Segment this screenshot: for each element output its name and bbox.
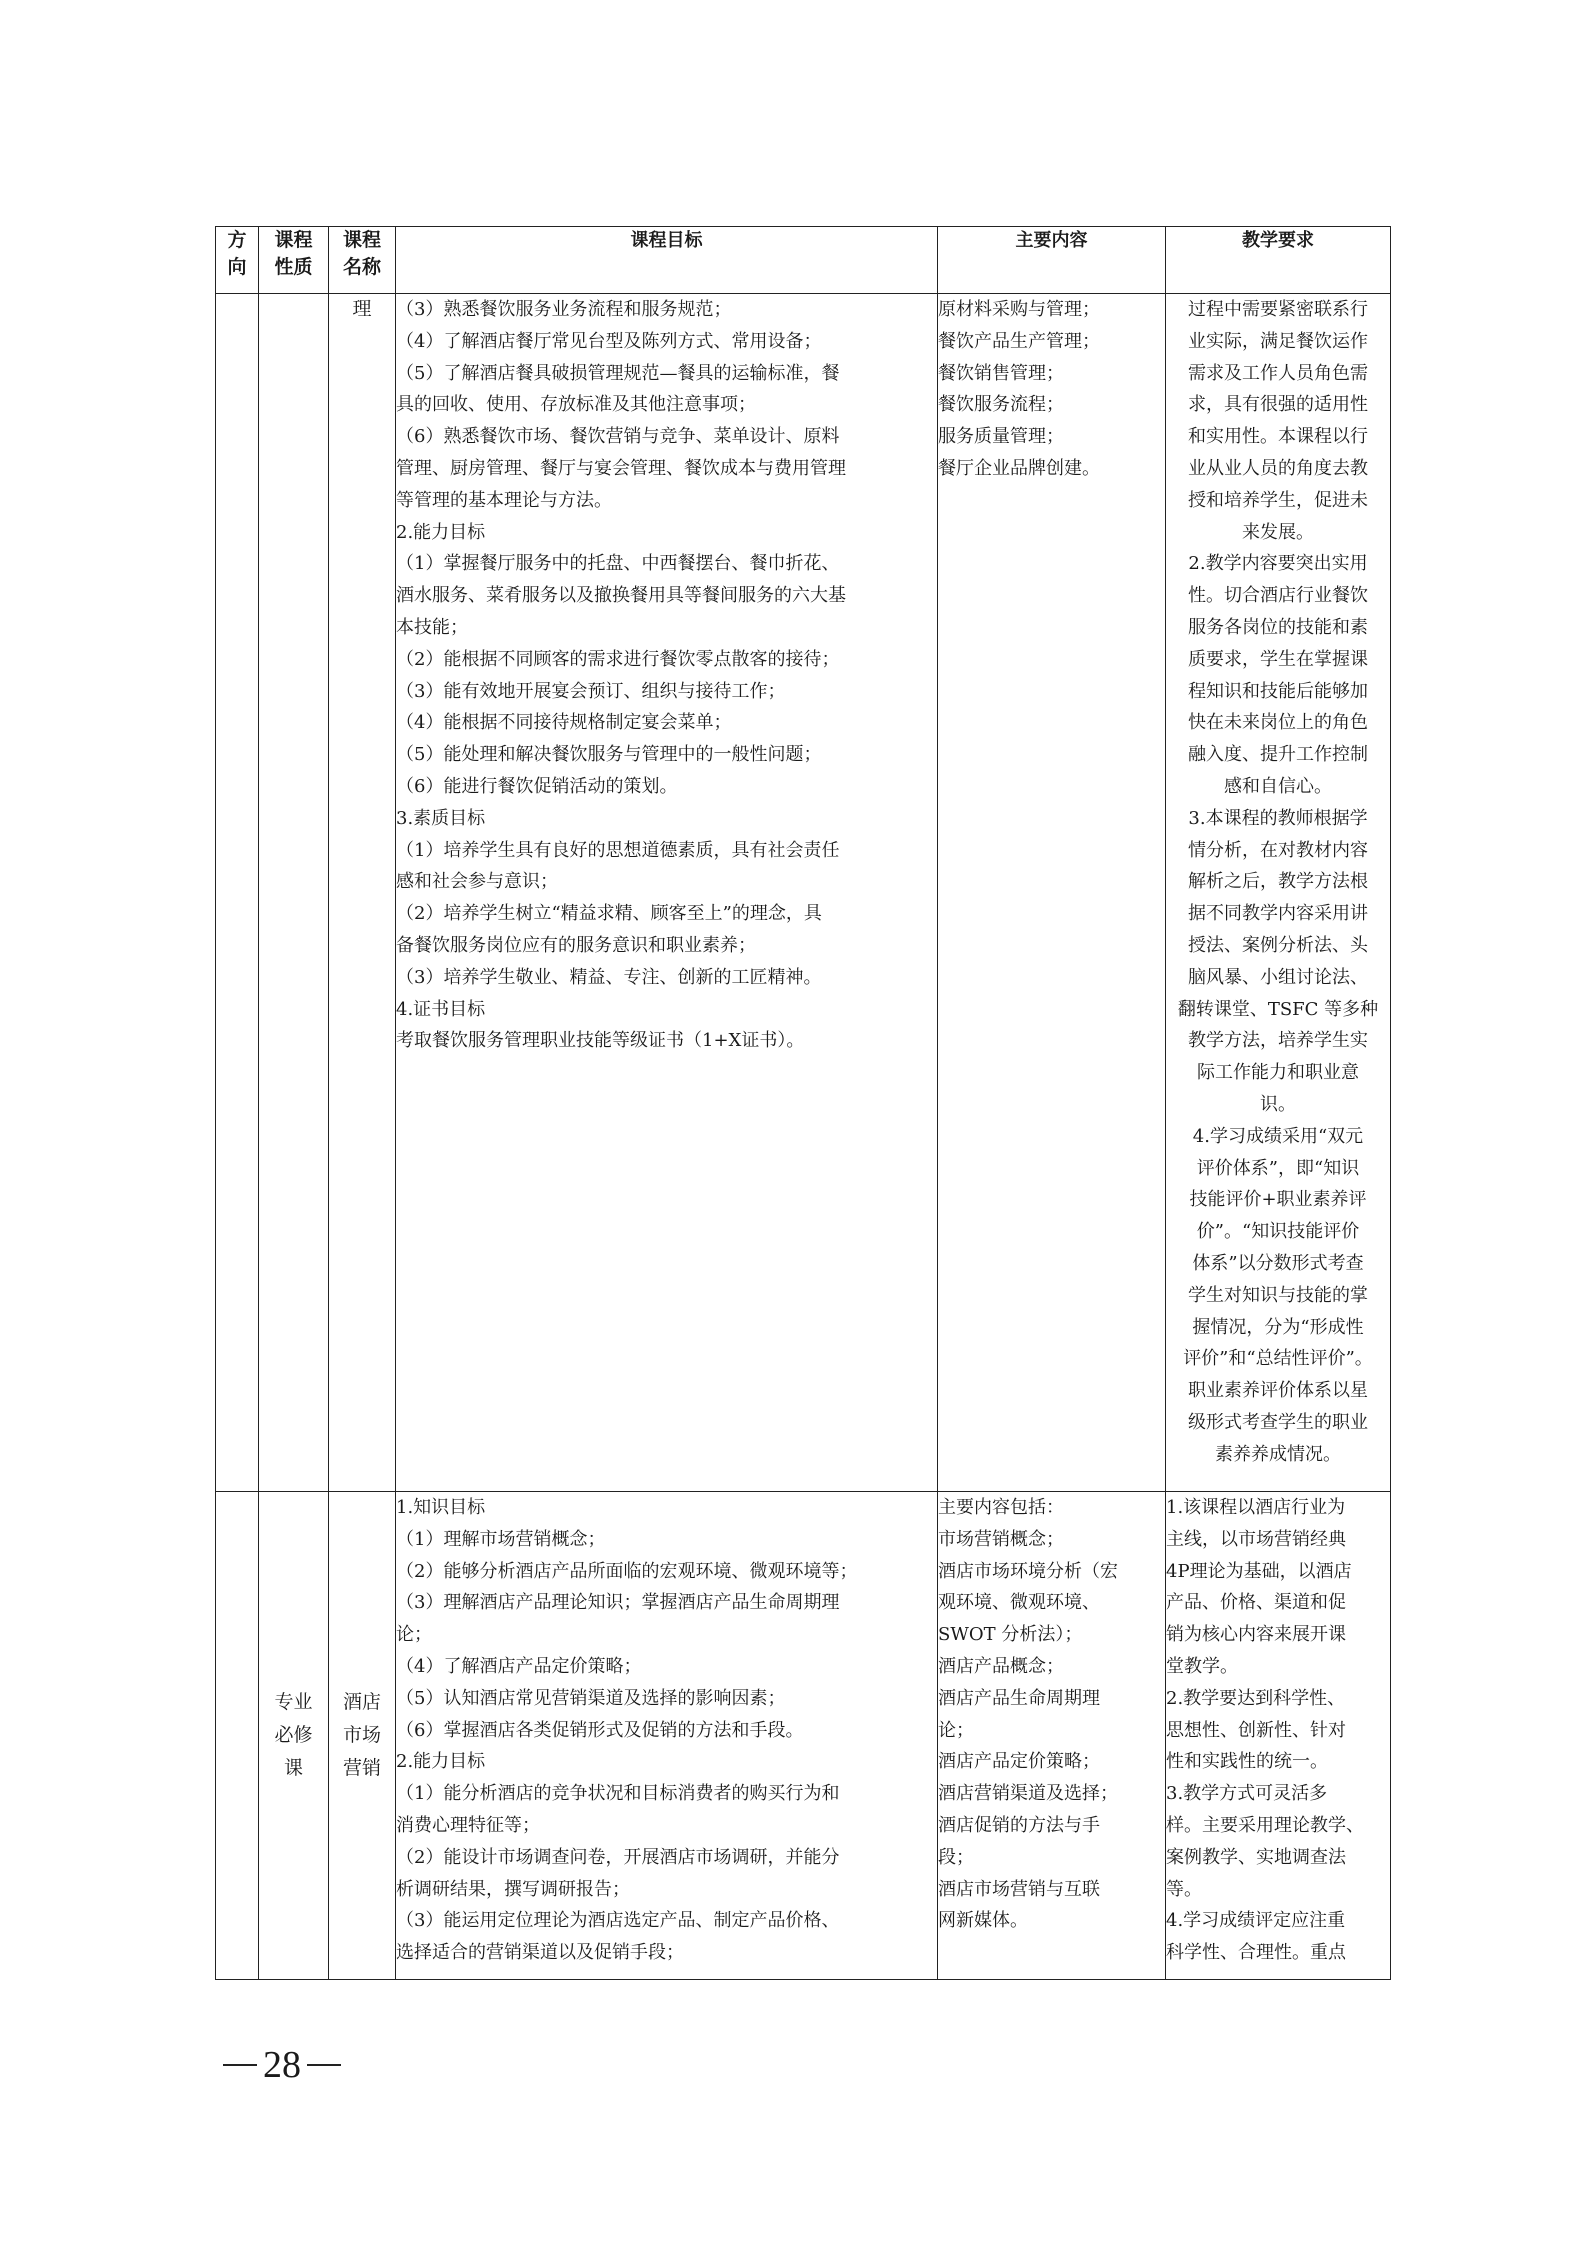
goals-line: 2.能力目标 bbox=[396, 521, 486, 543]
course-nature-cell bbox=[259, 294, 329, 1492]
goals-line: （2）培养学生树立“精益求精、顾客至上”的理念，具 bbox=[396, 903, 822, 925]
requirements-line: 2.教学内容要突出实用 bbox=[1188, 553, 1368, 575]
goals-line: 管理、厨房管理、餐厅与宴会管理、餐饮成本与费用管理 bbox=[396, 457, 846, 479]
goals-line: 2.能力目标 bbox=[396, 1751, 486, 1773]
goals-line: （6）能进行餐饮促销活动的策划。 bbox=[396, 775, 678, 797]
goals-line: （2）能根据不同顾客的需求进行餐饮零点散客的接待； bbox=[396, 648, 840, 670]
requirements-line: 性和实践性的统一。 bbox=[1166, 1751, 1328, 1773]
requirements-line: 和实用性。本课程以行 bbox=[1188, 426, 1368, 448]
goals-line: （2）能够分析酒店产品所面临的宏观环境、微观环境等； bbox=[396, 1560, 858, 1582]
goals-line: （1）理解市场营销概念； bbox=[396, 1528, 606, 1550]
requirements-line: 解析之后，教学方法根 bbox=[1188, 871, 1368, 893]
course-name-cell: 理 bbox=[329, 294, 396, 1492]
content-line: 市场营销概念； bbox=[938, 1528, 1064, 1550]
requirements-line: 程知识和技能后能够加 bbox=[1188, 680, 1368, 702]
goals-line: 酒水服务、菜肴服务以及撤换餐用具等餐间服务的六大基 bbox=[396, 585, 846, 607]
content-line: 餐厅企业品牌创建。 bbox=[938, 457, 1100, 479]
requirements-line: 评价”和“总结性评价”。 bbox=[1183, 1348, 1373, 1370]
content-line: 酒店产品概念； bbox=[938, 1655, 1064, 1677]
requirements-line: 销为核心内容来展开课 bbox=[1166, 1624, 1346, 1646]
requirements-line: 识。 bbox=[1260, 1093, 1296, 1115]
content-line: 网新媒体。 bbox=[938, 1910, 1028, 1932]
header-direction: 方 向 bbox=[216, 227, 259, 294]
goals-line: （3）理解酒店产品理论知识；掌握酒店产品生命周期理 bbox=[396, 1592, 840, 1614]
header-teaching-requirements: 教学要求 bbox=[1166, 227, 1391, 294]
requirements-line: 脑风暴、小组讨论法、 bbox=[1188, 966, 1368, 988]
requirements-line: 2.教学要达到科学性、 bbox=[1166, 1687, 1346, 1709]
requirements-line: 学生对知识与技能的掌 bbox=[1188, 1284, 1368, 1306]
requirements-line: 4.学习成绩采用“双元 bbox=[1192, 1125, 1364, 1147]
requirements-line: 样。主要采用理论教学、 bbox=[1166, 1814, 1364, 1836]
main-content-cell bbox=[938, 294, 1166, 1492]
table-row bbox=[216, 294, 1391, 1492]
course-goals-cell bbox=[396, 1492, 938, 1980]
course-table bbox=[215, 226, 1391, 1980]
content-line: 论； bbox=[938, 1719, 974, 1741]
header-course-goals: 课程目标 bbox=[396, 227, 938, 294]
main-content-cell bbox=[938, 1492, 1166, 1980]
goals-line: （3）熟悉餐饮服务业务流程和服务规范； bbox=[396, 299, 732, 320]
content-line: 餐饮产品生产管理； bbox=[938, 330, 1100, 352]
goals-line: （1）掌握餐厅服务中的托盘、中西餐摆台、餐巾折花、 bbox=[396, 553, 840, 575]
requirements-line: 握情况，分为“形成性 bbox=[1192, 1316, 1364, 1338]
goals-line: 感和社会参与意识； bbox=[396, 871, 558, 893]
content-line: 观环境、微观环境、 bbox=[938, 1592, 1100, 1614]
requirements-line: 快在未来岗位上的角色 bbox=[1188, 712, 1368, 734]
requirements-line: 业从业人员的角度去教 bbox=[1188, 457, 1368, 479]
content-line: 酒店促销的方法与手 bbox=[938, 1814, 1100, 1836]
goals-line: 本技能； bbox=[396, 616, 468, 638]
course-goals-cell bbox=[396, 294, 938, 1492]
content-line: 原材料采购与管理； bbox=[938, 299, 1100, 320]
requirements-line: 思想性、创新性、针对 bbox=[1166, 1719, 1346, 1741]
requirements-line: 价”。“知识技能评价 bbox=[1196, 1221, 1360, 1243]
goals-line: 3.素质目标 bbox=[396, 807, 486, 829]
goals-line: （5）能处理和解决餐饮服务与管理中的一般性问题； bbox=[396, 744, 822, 766]
requirements-line: 科学性、合理性。重点 bbox=[1166, 1942, 1346, 1964]
requirements-line: 质要求，学生在掌握课 bbox=[1188, 648, 1368, 670]
requirements-line: 级形式考查学生的职业 bbox=[1188, 1411, 1368, 1433]
goals-line: 1.知识目标 bbox=[396, 1497, 486, 1518]
page-number: 28 bbox=[263, 2044, 301, 2086]
goals-line: （3）能有效地开展宴会预订、组织与接待工作； bbox=[396, 680, 786, 702]
requirements-line: 融入度、提升工作控制 bbox=[1188, 744, 1368, 766]
goals-line: （6）掌握酒店各类促销形式及促销的方法和手段。 bbox=[396, 1719, 804, 1741]
requirements-line: 3.本课程的教师根据学 bbox=[1188, 807, 1368, 829]
requirements-line: 3.教学方式可灵活多 bbox=[1166, 1783, 1328, 1805]
goals-line: （6）熟悉餐饮市场、餐饮营销与竞争、菜单设计、原料 bbox=[396, 426, 840, 448]
goals-line: （4）了解酒店餐厅常见台型及陈列方式、常用设备； bbox=[396, 330, 822, 352]
table-header-row bbox=[216, 227, 1391, 294]
requirements-line: 案例教学、实地调查法 bbox=[1166, 1846, 1346, 1868]
content-line: 酒店产品生命周期理 bbox=[938, 1687, 1100, 1709]
goals-line: （1）能分析酒店的竞争状况和目标消费者的购买行为和 bbox=[396, 1783, 840, 1805]
goals-line: 论； bbox=[396, 1624, 432, 1646]
goals-line: 消费心理特征等； bbox=[396, 1814, 540, 1836]
goals-line: （5）了解酒店餐具破损管理规范—餐具的运输标准，餐 bbox=[396, 362, 840, 384]
header-main-content: 主要内容 bbox=[938, 227, 1166, 294]
goals-line: （2）能设计市场调查问卷，开展酒店市场调研，并能分 bbox=[396, 1846, 840, 1868]
teaching-requirements-cell bbox=[1166, 294, 1391, 1492]
content-line: SWOT 分析法）； bbox=[938, 1624, 1083, 1646]
goals-line: （3）培养学生敬业、精益、专注、创新的工匠精神。 bbox=[396, 966, 822, 988]
requirements-line: 情分析，在对教材内容 bbox=[1188, 839, 1368, 861]
goals-line: 备餐饮服务岗位应有的服务意识和职业素养； bbox=[396, 934, 756, 956]
requirements-line: 感和自信心。 bbox=[1224, 775, 1332, 797]
requirements-line: 需求及工作人员角色需 bbox=[1188, 362, 1368, 384]
requirements-line: 性。切合酒店行业餐饮 bbox=[1188, 585, 1368, 607]
goals-line: （3）能运用定位理论为酒店选定产品、制定产品价格、 bbox=[396, 1910, 840, 1932]
goals-line: （4）了解酒店产品定价策略； bbox=[396, 1655, 642, 1677]
requirements-line: 求，具有很强的适用性 bbox=[1188, 394, 1368, 416]
content-line: 餐饮服务流程； bbox=[938, 394, 1064, 416]
goals-line: （1）培养学生具有良好的思想道德素质，具有社会责任 bbox=[396, 839, 840, 861]
requirements-line: 技能评价+职业素养评 bbox=[1189, 1189, 1367, 1211]
goals-line: 具的回收、使用、存放标准及其他注意事项； bbox=[396, 394, 756, 416]
goals-line: 4.证书目标 bbox=[396, 998, 486, 1020]
goals-line: 考取餐饮服务管理职业技能等级证书（1+X证书）。 bbox=[396, 1030, 805, 1052]
goals-line: 等管理的基本理论与方法。 bbox=[396, 489, 612, 511]
requirements-line: 堂教学。 bbox=[1166, 1655, 1238, 1677]
requirements-line: 4.学习成绩评定应注重 bbox=[1166, 1910, 1346, 1932]
header-course-nature: 课程 性质 bbox=[259, 227, 329, 294]
goals-line: （4）能根据不同接待规格制定宴会菜单； bbox=[396, 712, 732, 734]
requirements-line: 据不同教学内容采用讲 bbox=[1188, 903, 1368, 925]
requirements-line: 授和培养学生，促进未 bbox=[1188, 489, 1368, 511]
requirements-line: 等。 bbox=[1166, 1878, 1202, 1900]
content-line: 餐饮销售管理； bbox=[938, 362, 1064, 384]
direction-cell bbox=[216, 1492, 259, 1980]
requirements-line: 1.该课程以酒店行业为 bbox=[1166, 1497, 1346, 1518]
requirements-line: 体系”以分数形式考查 bbox=[1192, 1252, 1364, 1274]
direction-cell bbox=[216, 294, 259, 1492]
requirements-line: 教学方法，培养学生实 bbox=[1188, 1030, 1368, 1052]
header-course-name: 课程 名称 bbox=[329, 227, 396, 294]
content-line: 酒店市场环境分析（宏 bbox=[938, 1560, 1118, 1582]
requirements-line: 业实际，满足餐饮运作 bbox=[1188, 330, 1368, 352]
requirements-line: 素养养成情况。 bbox=[1215, 1443, 1341, 1465]
requirements-line: 评价体系”，即“知识 bbox=[1196, 1157, 1360, 1179]
teaching-requirements-cell bbox=[1166, 1492, 1391, 1980]
content-line: 服务质量管理； bbox=[938, 426, 1064, 448]
content-line: 段； bbox=[938, 1846, 974, 1868]
course-nature-cell: 专业 必修 课 bbox=[259, 1492, 329, 1980]
requirements-line: 4P理论为基础，以酒店 bbox=[1166, 1560, 1352, 1582]
content-line: 酒店产品定价策略； bbox=[938, 1751, 1100, 1773]
content-line: 主要内容包括： bbox=[938, 1497, 1064, 1518]
requirements-line: 服务各岗位的技能和素 bbox=[1188, 616, 1368, 638]
requirements-line: 过程中需要紧密联系行 bbox=[1188, 299, 1368, 320]
table-row bbox=[216, 1492, 1391, 1980]
requirements-line: 职业素养评价体系以星 bbox=[1188, 1380, 1368, 1402]
requirements-line: 产品、价格、渠道和促 bbox=[1166, 1592, 1346, 1614]
footer-right-dash bbox=[307, 2064, 341, 2066]
requirements-line: 主线，以市场营销经典 bbox=[1166, 1528, 1346, 1550]
content-line: 酒店市场营销与互联 bbox=[938, 1878, 1100, 1900]
footer-left-dash bbox=[223, 2064, 257, 2066]
requirements-line: 翻转课堂、TSFC 等多种 bbox=[1177, 998, 1379, 1020]
goals-line: 析调研结果，撰写调研报告； bbox=[396, 1878, 630, 1900]
course-name-cell: 酒店 市场 营销 bbox=[329, 1492, 396, 1980]
goals-line: 选择适合的营销渠道以及促销手段； bbox=[396, 1942, 684, 1964]
requirements-line: 际工作能力和职业意 bbox=[1197, 1062, 1359, 1084]
goals-line: （5）认知酒店常见营销渠道及选择的影响因素； bbox=[396, 1687, 786, 1709]
requirements-line: 授法、案例分析法、头 bbox=[1188, 934, 1368, 956]
requirements-line: 来发展。 bbox=[1242, 521, 1314, 543]
page-footer bbox=[217, 2040, 387, 2090]
content-line: 酒店营销渠道及选择； bbox=[938, 1783, 1118, 1805]
